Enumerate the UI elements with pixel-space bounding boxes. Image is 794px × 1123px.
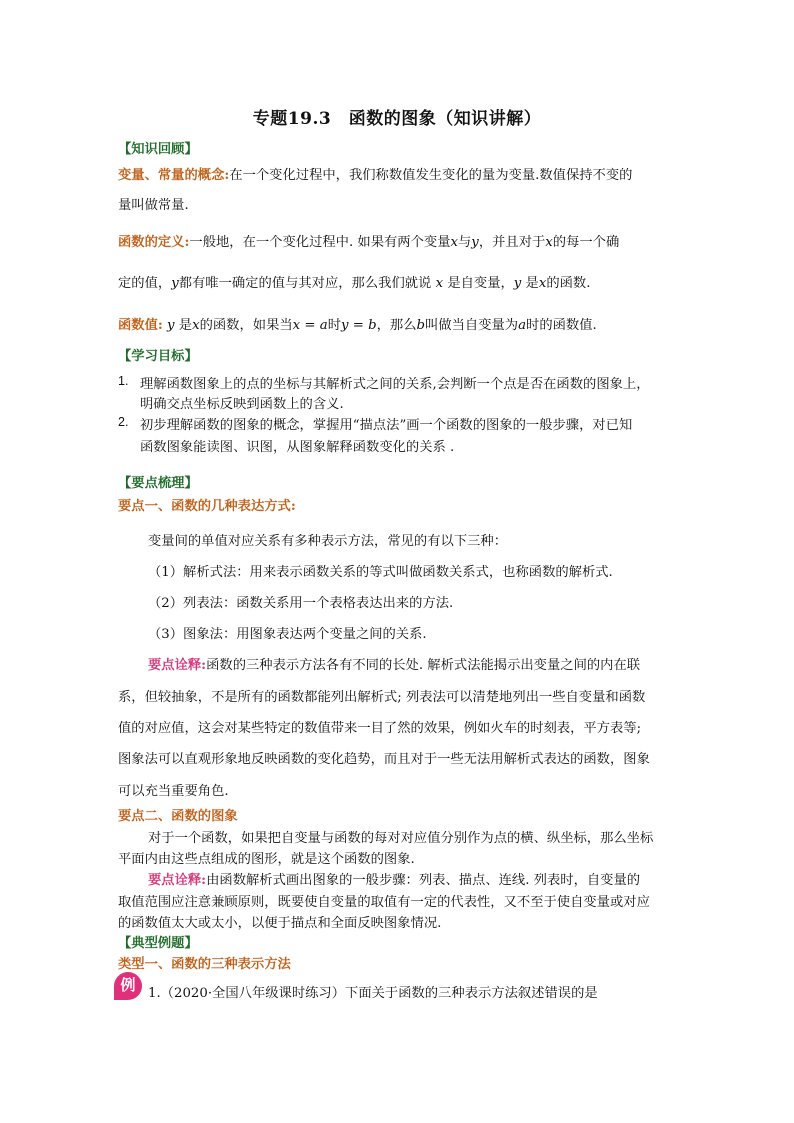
goals-heading: 【学习目标】 xyxy=(118,349,198,364)
variable-label: 变量、常量的概念: xyxy=(118,168,230,183)
function-text: 都有唯一确定的值与其对应，那么我们就说 xyxy=(178,276,432,291)
points-heading: 【要点梳理】 xyxy=(118,476,198,491)
var-y: y xyxy=(171,276,179,291)
function-label: 函数的定义: xyxy=(118,235,190,250)
var-a: a xyxy=(518,318,527,333)
note-text: 由函数解析式画出图象的一般步骤：列表、描点、连线. 列表时，自变量的 xyxy=(206,873,641,888)
point2-note-line: 的函数值太大或太小，以便于描点和全面反映图象情况. xyxy=(118,916,442,931)
example-badge-icon: 例 xyxy=(114,972,142,1000)
equation: y = b xyxy=(341,318,377,333)
function-definition-line1 xyxy=(118,231,619,250)
point2-text: 对于一个函数，如果把自变量与函数的每对对应值分别作为点的横、纵坐标，那么坐标 xyxy=(148,831,654,846)
variable-text: 在一个变化过程中，我们称数值发生变化的量为变量.数值保持不变的 xyxy=(229,168,633,183)
value-text: ，那么 xyxy=(376,318,417,333)
function-text: 是自变量， xyxy=(447,276,514,291)
variable-definition-line1 xyxy=(118,164,632,183)
point1-note-line: 值的对应值，这会对某些特定的数值带来一目了然的效果，例如火车的时刻表，平方表等; xyxy=(118,721,642,736)
goal-text: 函数图象能读图、识图，从图象解释函数变化的关系 . xyxy=(140,440,455,455)
point2-title: 要点二、函数的图象 xyxy=(118,809,238,824)
point2-note-line: 取值范围应注意兼顾原则，既要使自变量的取值有一定的代表性，又不至于使自变量或对应 xyxy=(118,895,650,910)
function-value-line xyxy=(118,314,597,333)
examples-heading: 【典型例题】 xyxy=(118,936,198,951)
note-label: 要点诠释: xyxy=(148,873,207,888)
point1-note-line: 可以充当重要角色. xyxy=(118,784,229,799)
point1-title: 要点一、函数的几种表达方式: xyxy=(118,499,296,514)
point2-text: 平面内由这些点组成的图形，就是这个函数的图象. xyxy=(118,852,415,867)
value-text: 时 xyxy=(327,318,341,333)
var-y: y xyxy=(471,235,479,250)
point1-note-line: 系，但较抽象，不是所有的函数都能列出解析式; 列表法可以清楚地列出一些自变量和函数 xyxy=(118,690,646,705)
value-text: 叫做当自变量为 xyxy=(425,318,519,333)
point1-item: （2）列表法：函数关系用一个表格表达出来的方法. xyxy=(148,596,454,611)
note-label: 要点诠释: xyxy=(148,658,207,673)
value-text: 的函数，如果当 xyxy=(199,318,293,333)
function-text: 与 xyxy=(458,235,472,250)
function-text: 的函数. xyxy=(546,276,591,291)
point1-intro: 变量间的单值对应关系有多种表示方法，常见的有以下三种： xyxy=(148,534,508,549)
function-value-label: 函数值: xyxy=(118,318,163,333)
function-text: ，并且对于 xyxy=(478,235,546,250)
function-text: 一般地，在一个变化过程中. 如果有两个变量 xyxy=(189,235,451,250)
goal-text: 初步理解函数的图象的概念，掌握用“描点法”画一个函数的图象的一般步骤，对已知 xyxy=(140,418,633,433)
review-heading: 【知识回顾】 xyxy=(118,142,198,157)
var-b: b xyxy=(416,318,426,333)
goal-text: 明确交点坐标反映到函数上的含义. xyxy=(140,397,344,412)
point1-note-line: 图象法可以直观形象地反映函数的变化趋势，而且对于一些无法用解析式表达的函数，图象 xyxy=(118,752,650,767)
var-x: x xyxy=(538,276,547,291)
equation: x = a xyxy=(292,318,328,333)
function-text: 定的值， xyxy=(118,276,172,291)
var-x: x xyxy=(435,276,444,291)
function-text: 的每一个确 xyxy=(552,235,620,250)
var-y: y xyxy=(167,318,175,333)
value-text: 时的函数值. xyxy=(526,318,597,333)
page-title: 专题19.3 函数的图象（知识讲解） xyxy=(252,109,542,129)
var-x: x xyxy=(450,235,458,250)
function-definition-line2 xyxy=(118,272,590,291)
goal-number: 2. xyxy=(118,415,129,429)
goal-text: 理解函数图象上的点的坐标与其解析式之间的关系,会判断一个点是否在函数的图象上， xyxy=(140,377,650,392)
value-text: 是 xyxy=(178,318,193,333)
variable-definition-line2: 量叫做常量. xyxy=(118,198,189,213)
point1-item: （1）解析式法：用来表示函数关系的等式叫做函数关系式，也称函数的解析式. xyxy=(148,565,613,580)
var-x: x xyxy=(545,235,553,250)
note-text: 函数的三种表示方法各有不同的长处. 解析式法能揭示出变量之间的内在联 xyxy=(206,658,641,673)
function-text: 是 xyxy=(525,276,539,291)
point1-item: （3）图象法：用图象表达两个变量之间的关系. xyxy=(148,627,427,642)
example-question: 1.（2020·全国八年级课时练习）下面关于函数的三种表示方法叙述错误的是 xyxy=(148,986,598,1001)
type1-title: 类型一、函数的三种表示方法 xyxy=(118,957,291,972)
point2-note-line xyxy=(148,869,640,888)
var-x: x xyxy=(192,318,200,333)
goal-number: 1. xyxy=(118,374,129,388)
var-y: y xyxy=(513,276,522,291)
point1-note-line xyxy=(148,654,640,673)
